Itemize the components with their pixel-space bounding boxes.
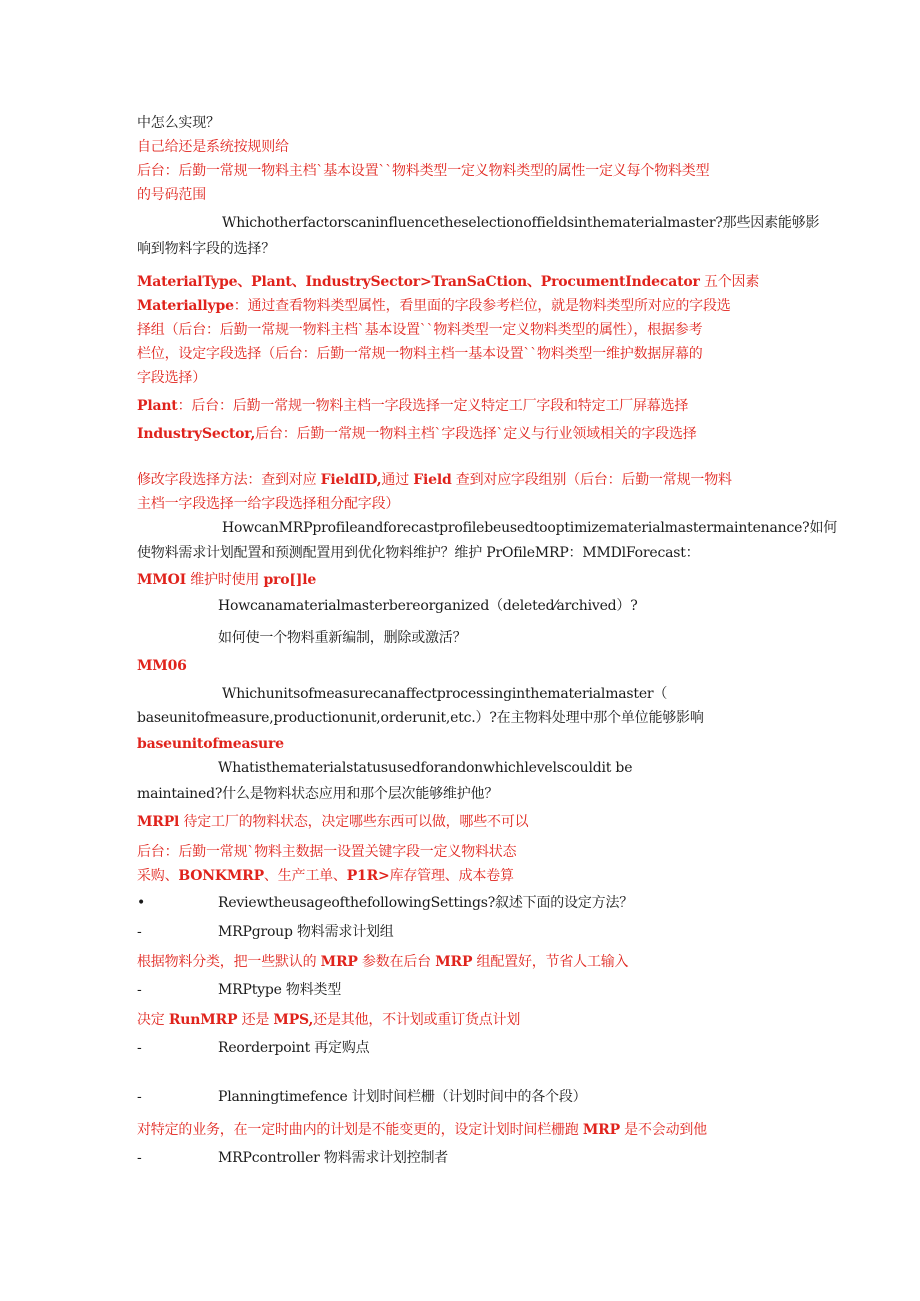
text-line: 栏位，设定字段选择（后台：后勤一常规一物料主档一基本设置``物料类型一维护数据屏幕的 [137,346,703,362]
text-span: 、生产工单、 [263,868,347,884]
bold-term: MRPl [137,814,180,830]
bold-term: MaterialType、Plant、IndustrySector>TranSaCtion、ProcumentIndecator [137,274,700,290]
question-line: Whichotherfactorscaninfluencetheselectionoffieldsinthematerialmaster?那些因素能够影 [222,215,820,231]
text-span: 参数在后台 [357,954,436,970]
question-line: baseunitofmeasure,productionunit,orderunit,etc.）?在主物料处理中那个单位能够影响 [137,710,704,726]
text-line: 后台：后勤一常规`物料主数据一设置关键字段一定义物料状态 [137,844,517,860]
bold-term: Field [413,472,452,488]
text-line [137,470,732,490]
text-span: 后台：后勤一常规一物料主档`字段选择`定义与行业领域相关的字段选择 [255,426,697,442]
bold-term: MRP [582,1122,620,1138]
bullet-marker: • [137,895,146,911]
bold-term: baseunitofmeasure [137,736,284,752]
bold-term: BONKMRP [178,868,264,884]
bold-term: MRP [435,954,473,970]
text-span: 是不会动到他 [619,1122,707,1138]
text-line: 自己给还是系统按规则给 [137,139,289,155]
dash-marker: - [137,1089,142,1105]
bold-term: pro[]le [263,572,317,588]
text-line: 主档一字段选择一给字段选择租分配字段） [137,496,400,512]
text-span: 查到对应字段组别（后台：后勤一常规一物料 [451,472,732,488]
text-line [137,1120,707,1140]
text-line [137,1010,520,1030]
text-line [137,272,759,292]
question-line: 如何使一个物料重新编制，删除或激活？ [218,630,467,646]
text-line [137,396,688,416]
dash-marker: - [137,982,142,998]
text-span: 组配置好，节省人工输入 [472,954,629,970]
text-span: 采购、 [137,868,179,884]
list-item: ReviewtheusageofthefollowingSettings?叙述下面的设定方法？ [218,895,634,911]
question-line: HowcanMRPprofileandforecastprofilebeusedtooptimizematerialmastermaintenance?如何 [222,520,838,536]
text-span: 根据物料分类，把一些默认的 [137,954,321,970]
text-span: ：后台：后勤一常规一物料主档一字段选择一定义特定工厂字段和特定工厂屏幕选择 [177,398,689,414]
question-line: 响到物料字段的选择？ [137,241,275,257]
text-line [137,296,731,316]
bold-term: FieldID, [320,472,382,488]
text-span: 还是其他，不计划或重订货点计划 [313,1012,521,1028]
question-line: Howcanamaterialmasterbereorganized（deleted⁄archived）? [218,598,638,614]
text-line [137,734,284,754]
list-item: Reorderpoint 再定购点 [218,1040,370,1056]
text-line [137,570,316,590]
text-line [137,866,514,886]
text-span: 通过 [381,472,414,488]
text-line [137,812,528,832]
question-line: 使物料需求计划配置和预测配置用到优化物料维护？维护 PrOfileMRP：MMDlForecast： [137,545,700,561]
text-span: 待定工厂的物料状态，决定哪些东西可以做，哪些不可以 [179,814,529,830]
text-line: 字段选择） [137,370,206,386]
bold-term: Materiallype [137,298,234,314]
dash-marker: - [137,1150,142,1166]
text-line [137,424,697,444]
bold-term: MMOI [137,572,186,588]
text-line [137,656,187,676]
text-span: 还是 [237,1012,274,1028]
list-item: MRPcontroller 物料需求计划控制者 [218,1150,449,1166]
text-line: 择组（后台：后勤一常规一物料主档`基本设置``物料类型一定义物料类型的属性），根据参考 [137,322,703,338]
text-line [137,952,628,972]
dash-marker: - [137,1040,142,1056]
text-span: 决定 [137,1012,169,1028]
text-span: 维护时使用 [185,572,264,588]
list-item: MRPtype 物料类型 [218,982,342,998]
bold-term: RunMRP [168,1012,238,1028]
text-span: 对特定的业务，在一定时曲内的计划是不能变更的，设定计划时间栏栅跑 [137,1122,583,1138]
bold-term: MM06 [137,658,187,674]
list-item: MRPgroup 物料需求计划组 [218,924,394,940]
text-line: 的号码范围 [137,187,206,203]
text-span: 修改字段选择方法：查到对应 [137,472,321,488]
text-span: 库存管理、成本卷算 [389,868,514,884]
bold-term: MPS, [273,1012,314,1028]
text-line: 中怎么实现？ [137,115,220,131]
question-line: Whichunitsofmeasurecanaffectprocessinginthematerialmaster（ [222,686,668,702]
text-span: ：通过查看物料类型属性，看里面的字段参考栏位，就是物料类型所对应的字段选 [233,298,731,314]
question-line: Whatisthematerialstatususedforandonwhichlevelscouldit be [218,760,633,776]
bold-term: MRP [320,954,358,970]
bold-term: P1R> [346,868,390,884]
text-span: 五个因素 [699,274,760,290]
bold-term: Plant [137,398,178,414]
text-line: 后台：后勤一常规一物料主档`基本设置``物料类型一定义物料类型的属性一定义每个物料类型 [137,163,710,179]
question-line: maintained?什么是物料状态应用和那个层次能够维护他？ [137,786,499,802]
dash-marker: - [137,924,142,940]
bold-term: IndustrySector, [137,426,256,442]
list-item: Planningtimefence 计划时间栏栅（计划时间中的各个段） [218,1089,587,1105]
